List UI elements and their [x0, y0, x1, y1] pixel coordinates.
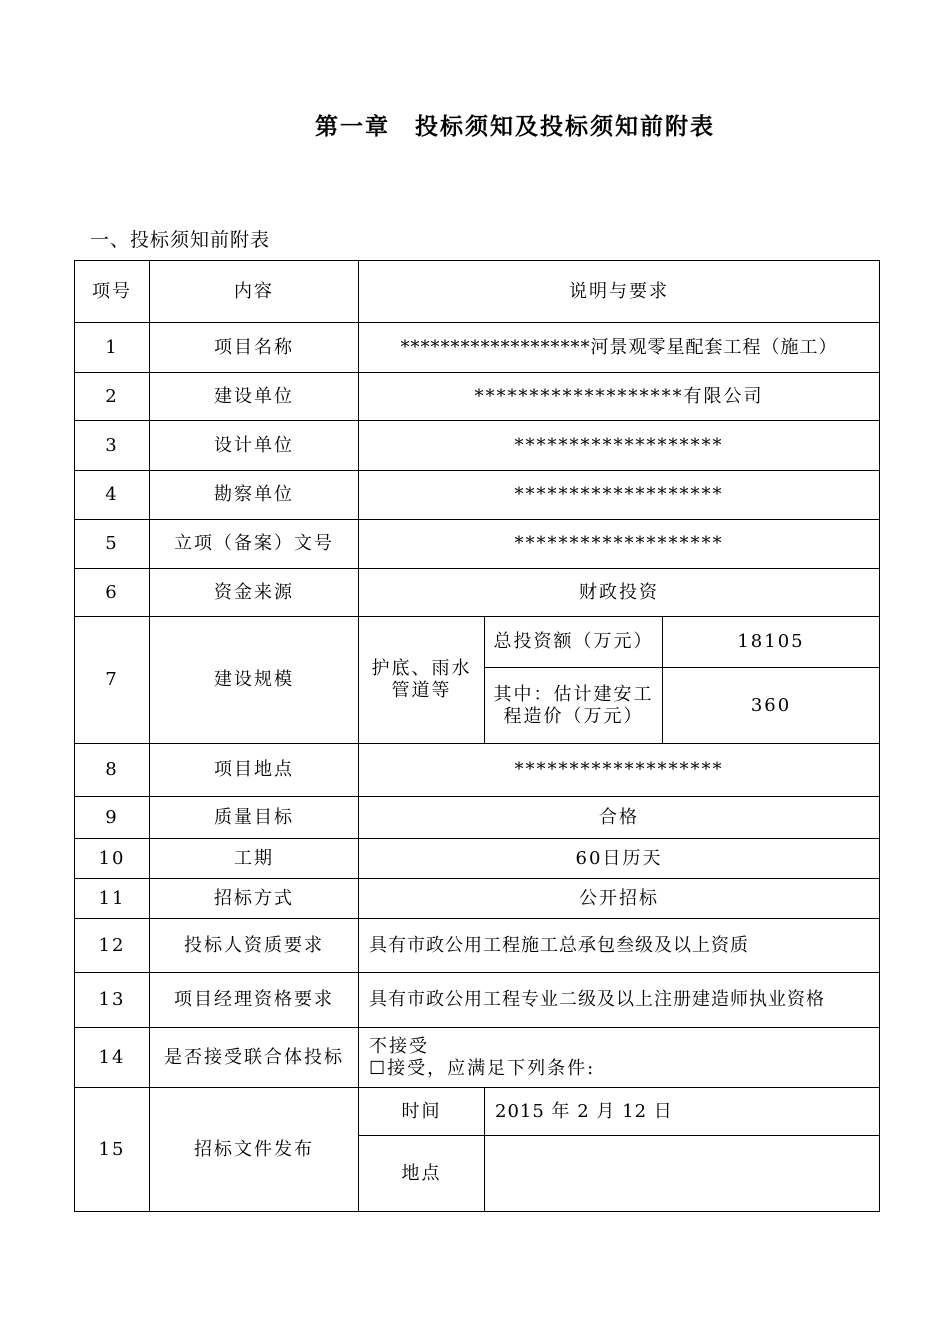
page-title: 第一章 投标须知及投标须知前附表 [315, 113, 715, 140]
row-value: 具有市政公用工程施工总承包叁级及以上资质 [359, 919, 880, 973]
row-value: ******************* [359, 744, 880, 797]
row-item: 是否接受联合体投标 [150, 1028, 359, 1088]
bid-info-table [74, 260, 880, 1212]
scope-cell: 护底、雨水管道等 [359, 617, 485, 744]
header-desc: 说明与要求 [359, 261, 880, 323]
table-row [75, 471, 880, 520]
row-item: 工期 [150, 839, 359, 879]
row-no: 4 [75, 471, 150, 520]
table-row [75, 569, 880, 617]
row-value: *******************有限公司 [359, 373, 880, 421]
table-row [75, 323, 880, 373]
table-row [75, 1088, 880, 1136]
row-item: 投标人资质要求 [150, 919, 359, 973]
joint-bid-yes: ☐接受，应满足下列条件: [369, 1057, 596, 1079]
row-no: 1 [75, 323, 150, 373]
construction-cost-label: 其中：估计建安工程造价（万元） [485, 668, 663, 744]
table-row [75, 973, 880, 1028]
table-row [75, 744, 880, 797]
row-no: 15 [75, 1088, 150, 1212]
table-row [75, 839, 880, 879]
row-no: 11 [75, 879, 150, 919]
row-item: 建设规模 [150, 617, 359, 744]
table-row [75, 617, 880, 668]
publish-time-label: 时间 [359, 1088, 485, 1136]
row-no: 5 [75, 520, 150, 569]
row-no: 13 [75, 973, 150, 1028]
row-item: 资金来源 [150, 569, 359, 617]
joint-bid-no: 不接受 [369, 1035, 429, 1057]
row-value: 公开招标 [359, 879, 880, 919]
publish-place-value [485, 1136, 880, 1212]
row-no: 6 [75, 569, 150, 617]
row-no: 7 [75, 617, 150, 744]
row-no: 14 [75, 1028, 150, 1088]
row-item: 项目地点 [150, 744, 359, 797]
row-value [359, 1028, 880, 1088]
row-value: ******************* [359, 421, 880, 471]
row-value: ******************* [359, 520, 880, 569]
row-no: 9 [75, 797, 150, 839]
row-item: 招标方式 [150, 879, 359, 919]
table-row [75, 797, 880, 839]
table-row [75, 520, 880, 569]
row-value: 60日历天 [359, 839, 880, 879]
header-item: 内容 [150, 261, 359, 323]
row-item: 设计单位 [150, 421, 359, 471]
row-item: 质量目标 [150, 797, 359, 839]
row-value: 合格 [359, 797, 880, 839]
section-heading: 一、投标须知前附表 [90, 229, 271, 251]
total-investment-label: 总投资额（万元） [485, 617, 663, 668]
row-item: 勘察单位 [150, 471, 359, 520]
row-no: 3 [75, 421, 150, 471]
header-no: 项号 [75, 261, 150, 323]
table-row [75, 373, 880, 421]
table-row [75, 879, 880, 919]
row-item: 建设单位 [150, 373, 359, 421]
row-no: 12 [75, 919, 150, 973]
row-no: 2 [75, 373, 150, 421]
table-row [75, 1028, 880, 1088]
construction-cost-value: 360 [663, 668, 880, 744]
row-value: *******************河景观零星配套工程（施工） [359, 323, 880, 373]
row-item: 立项（备案）文号 [150, 520, 359, 569]
row-no: 8 [75, 744, 150, 797]
row-value: 财政投资 [359, 569, 880, 617]
row-item: 项目名称 [150, 323, 359, 373]
row-item: 招标文件发布 [150, 1088, 359, 1212]
row-value: 具有市政公用工程专业二级及以上注册建造师执业资格 [359, 973, 880, 1028]
row-no: 10 [75, 839, 150, 879]
table-row [75, 421, 880, 471]
table-row [75, 919, 880, 973]
table-header-row [75, 261, 880, 323]
publish-place-label: 地点 [359, 1136, 485, 1212]
row-value: ******************* [359, 471, 880, 520]
row-item: 项目经理资格要求 [150, 973, 359, 1028]
publish-time-value: 2015 年 2 月 12 日 [485, 1088, 880, 1136]
total-investment-value: 18105 [663, 617, 880, 668]
